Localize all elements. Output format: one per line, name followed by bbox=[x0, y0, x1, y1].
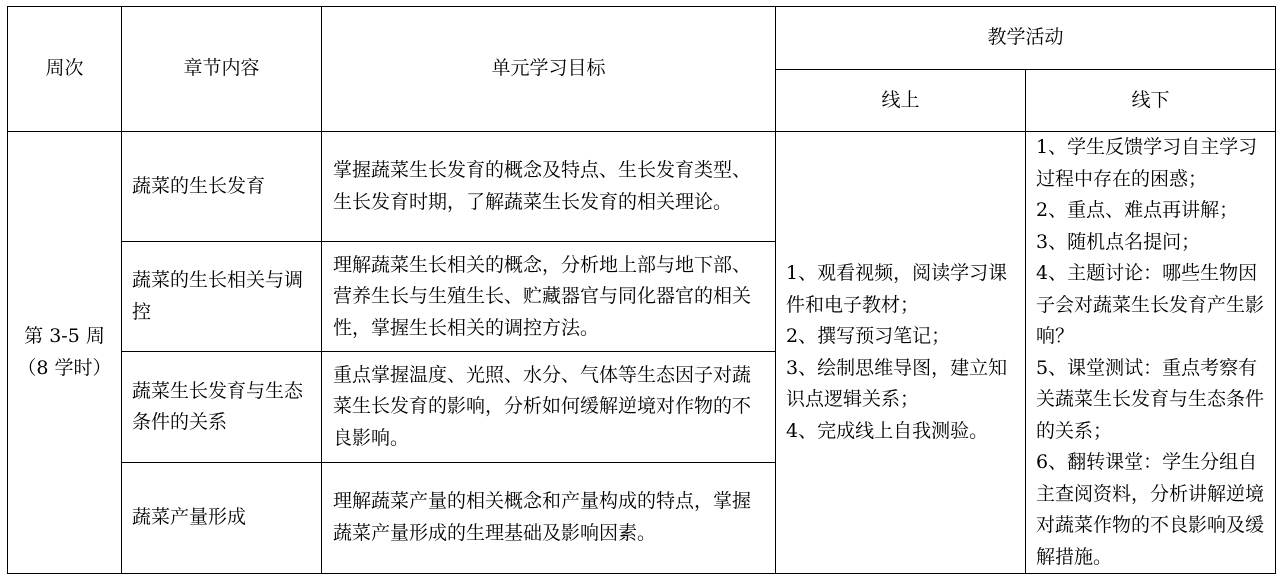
week-range: 第 3-5 周 bbox=[24, 325, 105, 347]
online-item: 3、绘制思维导图，建立知识点逻辑关系； bbox=[786, 356, 1008, 410]
goal-cell: 理解蔬菜产量的相关概念和产量构成的特点，掌握蔬菜产量形成的生理基础及影响因素。 bbox=[322, 462, 776, 573]
chapter-cell: 蔬菜的生长相关与调控 bbox=[122, 242, 322, 352]
online-activity-cell bbox=[776, 132, 1026, 574]
goal-cell: 重点掌握温度、光照、水分、气体等生态因子对蔬菜生长发育的影响，分析如何缓解逆境对作物的不良影响。 bbox=[322, 352, 776, 462]
header-activity: 教学活动 bbox=[776, 7, 1276, 70]
offline-item: 6、翻转课堂：学生分组自主查阅资料，分析讲解逆境对蔬菜作物的不良影响及缓解措施。 bbox=[1036, 451, 1265, 568]
teaching-schedule-table bbox=[7, 6, 1276, 574]
header-chapter: 章节内容 bbox=[122, 7, 322, 132]
chapter-cell: 蔬菜产量形成 bbox=[122, 462, 322, 573]
header-goal: 单元学习目标 bbox=[322, 7, 776, 132]
online-item: 4、完成线上自我测验。 bbox=[786, 419, 989, 442]
offline-item: 2、重点、难点再讲解； bbox=[1036, 199, 1239, 221]
header-online: 线上 bbox=[776, 70, 1026, 132]
offline-item: 5、课堂测试：重点考察有关蔬菜生长发育与生态条件的关系； bbox=[1036, 356, 1265, 442]
week-cell bbox=[8, 132, 122, 574]
week-hours: （8 学时） bbox=[17, 356, 112, 379]
header-row-1 bbox=[8, 7, 1276, 70]
chapter-cell: 蔬菜生长发育与生态条件的关系 bbox=[122, 352, 322, 462]
goal-cell: 掌握蔬菜生长发育的概念及特点、生长发育类型、生长发育时期，了解蔬菜生长发育的相关理论。 bbox=[322, 132, 776, 242]
goal-cell: 理解蔬菜生长相关的概念，分析地上部与地下部、营养生长与生殖生长、贮藏器官与同化器官的相关性，掌握生长相关的调控方法。 bbox=[322, 242, 776, 352]
offline-item: 1、学生反馈学习自主学习过程中存在的困惑； bbox=[1036, 136, 1258, 190]
offline-item: 4、主题讨论：哪些生物因子会对蔬菜生长发育产生影响？ bbox=[1036, 262, 1265, 347]
chapter-cell: 蔬菜的生长发育 bbox=[122, 132, 322, 242]
offline-activity-cell bbox=[1026, 132, 1276, 574]
online-item: 1、观看视频，阅读学习课件和电子教材； bbox=[786, 262, 1008, 316]
header-offline: 线下 bbox=[1026, 70, 1276, 132]
header-week: 周次 bbox=[8, 7, 122, 132]
table-row bbox=[8, 132, 1276, 242]
online-item: 2、撰写预习笔记； bbox=[786, 325, 951, 347]
offline-item: 3、随机点名提问； bbox=[1036, 230, 1201, 253]
